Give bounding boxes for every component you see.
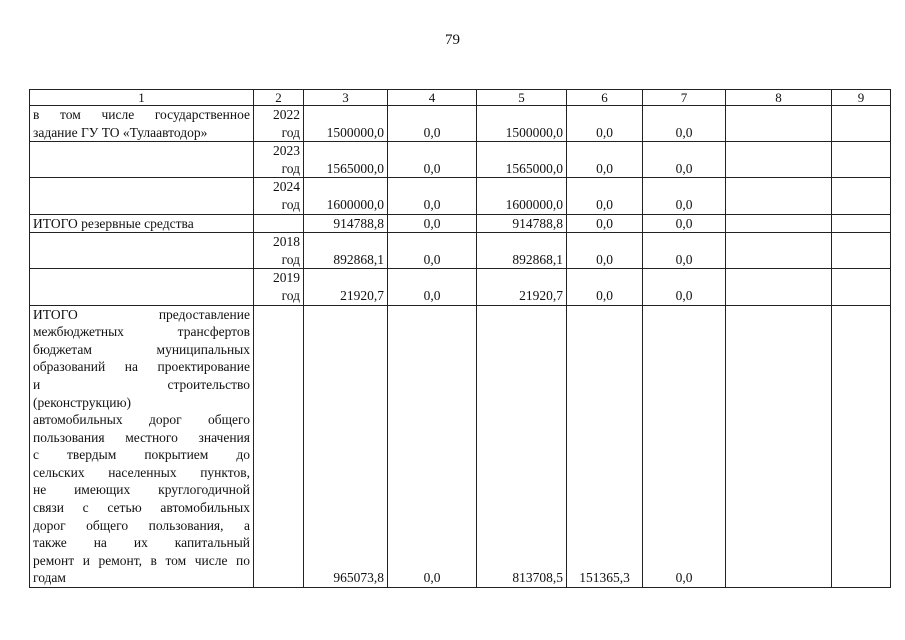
cell-col-5: 1600000,0 (477, 178, 567, 214)
cell-col-7: 0,0 (643, 233, 726, 269)
row-name-cell (30, 214, 254, 233)
cell-col-6: 0,0 (567, 269, 643, 305)
cell-col-8 (726, 142, 832, 178)
cell-col-7: 0,0 (643, 106, 726, 142)
row-name-line: не имеющих круглогодичной (33, 482, 250, 498)
cell-col-6: 151365,3 (567, 305, 643, 588)
cell-col-4: 0,0 (388, 142, 477, 178)
page-number: 79 (445, 32, 460, 48)
row-name-line: в том числе государственное (33, 107, 250, 122)
cell-col-8 (726, 233, 832, 269)
row-name-line: годам (33, 570, 66, 586)
table-row (30, 106, 891, 142)
row-year: 2024 (273, 179, 300, 195)
row-year: 2019 (273, 270, 300, 286)
cell-col-6: 0,0 (567, 233, 643, 269)
row-name-line: задание ГУ ТО «Тулаавтодор» (33, 124, 208, 140)
cell-col-9 (832, 269, 891, 305)
row-name-cell (30, 142, 254, 178)
row-name-line: межбюджетных трансфертов (33, 324, 250, 340)
cell-col-7: 0,0 (643, 178, 726, 214)
cell-col-6: 0,0 (567, 142, 643, 178)
row-year-unit: год (281, 251, 300, 267)
cell-col-4: 0,0 (388, 214, 477, 233)
cell-col-6: 0,0 (567, 106, 643, 142)
cell-col-4: 0,0 (388, 178, 477, 214)
cell-col-4: 0,0 (388, 305, 477, 588)
header-col-3: 3 (304, 90, 388, 106)
row-year-unit: год (281, 287, 300, 303)
cell-col-7: 0,0 (643, 305, 726, 588)
row-name-line: ИТОГО резервные средства (33, 215, 194, 231)
row-name-line: (реконструкцию) (33, 394, 132, 410)
cell-col-5: 813708,5 (477, 305, 567, 588)
header-col-6: 6 (567, 90, 643, 106)
row-name-line: и строительство (33, 376, 250, 392)
row-year-cell (254, 142, 304, 178)
row-name-line: с твердым покрытием до (33, 447, 250, 463)
row-name-line: образований на проектирование (33, 359, 250, 375)
cell-col-4: 0,0 (388, 106, 477, 142)
cell-col-8 (726, 214, 832, 233)
cell-col-9 (832, 178, 891, 214)
row-year: 2022 (273, 107, 300, 122)
row-year-cell (254, 233, 304, 269)
row-year-cell (254, 106, 304, 142)
row-name-line: также на их капитальный (33, 535, 250, 551)
cell-col-8 (726, 106, 832, 142)
row-name-line: автомобильных дорог общего (33, 412, 250, 428)
table-row (30, 269, 891, 305)
row-name-line: сельских населенных пунктов, (33, 464, 250, 480)
cell-col-8 (726, 269, 832, 305)
cell-col-9 (832, 106, 891, 142)
cell-col-6: 0,0 (567, 214, 643, 233)
row-name-line: бюджетам муниципальных (33, 341, 250, 357)
row-year-cell (254, 178, 304, 214)
cell-col-7: 0,0 (643, 214, 726, 233)
cell-col-6: 0,0 (567, 178, 643, 214)
row-year: 2023 (273, 143, 300, 159)
header-col-2: 2 (254, 90, 304, 106)
cell-col-8 (726, 178, 832, 214)
cell-col-3: 892868,1 (304, 233, 388, 269)
header-col-8: 8 (726, 90, 832, 106)
cell-col-3: 1565000,0 (304, 142, 388, 178)
row-year-unit: год (281, 196, 300, 212)
header-col-7: 7 (643, 90, 726, 106)
row-name-cell (30, 305, 254, 588)
cell-col-5: 21920,7 (477, 269, 567, 305)
row-name-line: связи с сетью автомобильных (33, 500, 250, 516)
cell-col-4: 0,0 (388, 269, 477, 305)
table-row (30, 233, 891, 269)
row-name-cell (30, 269, 254, 305)
budget-table (29, 89, 891, 588)
row-year: 2018 (273, 234, 300, 250)
cell-col-3: 21920,7 (304, 269, 388, 305)
row-year-unit: год (281, 160, 300, 176)
row-name-cell (30, 106, 254, 142)
cell-col-7: 0,0 (643, 142, 726, 178)
row-name-line: ремонт и ремонт, в том числе по (33, 552, 250, 568)
cell-col-3: 1500000,0 (304, 106, 388, 142)
row-name-cell (30, 233, 254, 269)
header-col-5: 5 (477, 90, 567, 106)
cell-col-9 (832, 305, 891, 588)
row-name-line: дорог общего пользования, а (33, 517, 250, 533)
row-year-cell (254, 269, 304, 305)
row-name-line: пользования местного значения (33, 429, 250, 445)
cell-col-3: 1600000,0 (304, 178, 388, 214)
cell-col-9 (832, 142, 891, 178)
header-col-9: 9 (832, 90, 891, 106)
cell-col-3: 965073,8 (304, 305, 388, 588)
row-name-cell (30, 178, 254, 214)
cell-col-5: 1500000,0 (477, 106, 567, 142)
cell-col-5: 892868,1 (477, 233, 567, 269)
table-header-row (30, 90, 891, 106)
table-row (30, 142, 891, 178)
cell-col-9 (832, 233, 891, 269)
cell-col-5: 1565000,0 (477, 142, 567, 178)
cell-col-7: 0,0 (643, 269, 726, 305)
cell-col-4: 0,0 (388, 233, 477, 269)
cell-col-5: 914788,8 (477, 214, 567, 233)
table-row (30, 305, 891, 588)
row-year-unit: год (281, 124, 300, 140)
cell-col-9 (832, 214, 891, 233)
table-row (30, 178, 891, 214)
cell-col-3: 914788,8 (304, 214, 388, 233)
row-year-cell (254, 305, 304, 588)
header-col-1: 1 (30, 90, 254, 106)
cell-col-8 (726, 305, 832, 588)
row-name-line: ИТОГО предоставление (33, 306, 250, 322)
row-year-cell (254, 214, 304, 233)
table-row (30, 214, 891, 233)
header-col-4: 4 (388, 90, 477, 106)
